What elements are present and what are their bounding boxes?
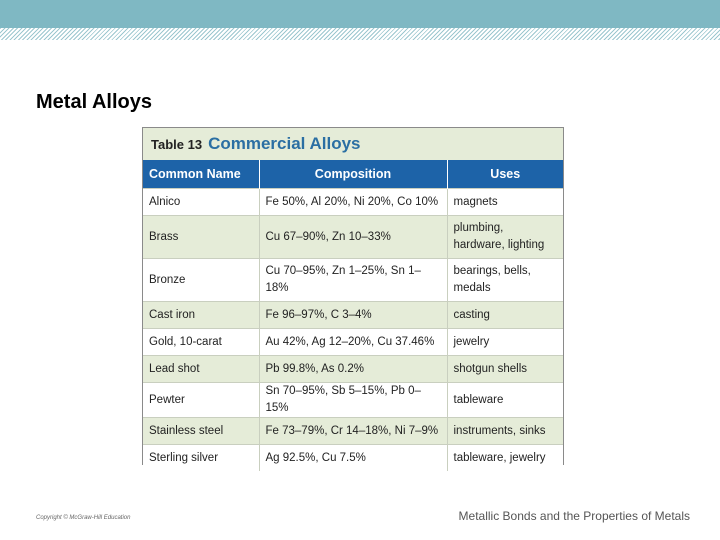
cell-composition: Fe 73–79%, Cr 14–18%, Ni 7–9% xyxy=(259,418,447,445)
cell-composition: Fe 50%, Al 20%, Ni 20%, Co 10% xyxy=(259,189,447,216)
column-header-common-name: Common Name xyxy=(143,160,259,189)
cell-name: Stainless steel xyxy=(143,418,259,445)
table-row xyxy=(143,383,563,418)
cell-name: Cast iron xyxy=(143,302,259,329)
cell-composition: Cu 67–90%, Zn 10–33% xyxy=(259,216,447,259)
slide-title: Metal Alloys xyxy=(36,91,152,113)
cell-name: Pewter xyxy=(143,383,259,418)
cell-name: Lead shot xyxy=(143,356,259,383)
column-header-uses: Uses xyxy=(447,160,563,189)
cell-name: Alnico xyxy=(143,189,259,216)
table-header-row xyxy=(143,160,563,189)
table-caption xyxy=(151,134,361,160)
table-row xyxy=(143,189,563,216)
cell-uses: tableware, jewelry xyxy=(447,445,563,472)
cell-uses: shotgun shells xyxy=(447,356,563,383)
copyright-notice: Copyright © McGraw-Hill Education xyxy=(36,515,131,521)
cell-composition: Fe 96–97%, C 3–4% xyxy=(259,302,447,329)
table-row xyxy=(143,302,563,329)
top-hatch-stripe xyxy=(0,28,720,40)
cell-uses: instruments, sinks xyxy=(447,418,563,445)
commercial-alloys-table-figure xyxy=(142,127,564,465)
table-row xyxy=(143,445,563,472)
table-name: Commercial Alloys xyxy=(208,134,361,153)
table-row xyxy=(143,418,563,445)
cell-composition: Sn 70–95%, Sb 5–15%, Pb 0–15% xyxy=(259,383,447,418)
cell-composition: Au 42%, Ag 12–20%, Cu 37.46% xyxy=(259,329,447,356)
table-row xyxy=(143,329,563,356)
cell-uses: bearings, bells, medals xyxy=(447,259,563,302)
cell-composition: Pb 99.8%, As 0.2% xyxy=(259,356,447,383)
column-header-composition: Composition xyxy=(259,160,447,189)
table-row xyxy=(143,356,563,383)
cell-uses: tableware xyxy=(447,383,563,418)
cell-name: Bronze xyxy=(143,259,259,302)
cell-composition: Cu 70–95%, Zn 1–25%, Sn 1–18% xyxy=(259,259,447,302)
cell-name: Sterling silver xyxy=(143,445,259,472)
top-decorative-band xyxy=(0,0,720,28)
cell-name: Gold, 10-carat xyxy=(143,329,259,356)
cell-uses: magnets xyxy=(447,189,563,216)
cell-uses: jewelry xyxy=(447,329,563,356)
cell-name: Brass xyxy=(143,216,259,259)
table-number: Table 13 xyxy=(151,137,203,152)
table-row xyxy=(143,216,563,259)
cell-composition: Ag 92.5%, Cu 7.5% xyxy=(259,445,447,472)
cell-uses: casting xyxy=(447,302,563,329)
cell-uses: plumbing, hardware, lighting xyxy=(447,216,563,259)
footer-lesson-title: Metallic Bonds and the Properties of Metals xyxy=(458,509,690,523)
table-row xyxy=(143,259,563,302)
alloys-table xyxy=(143,160,563,471)
